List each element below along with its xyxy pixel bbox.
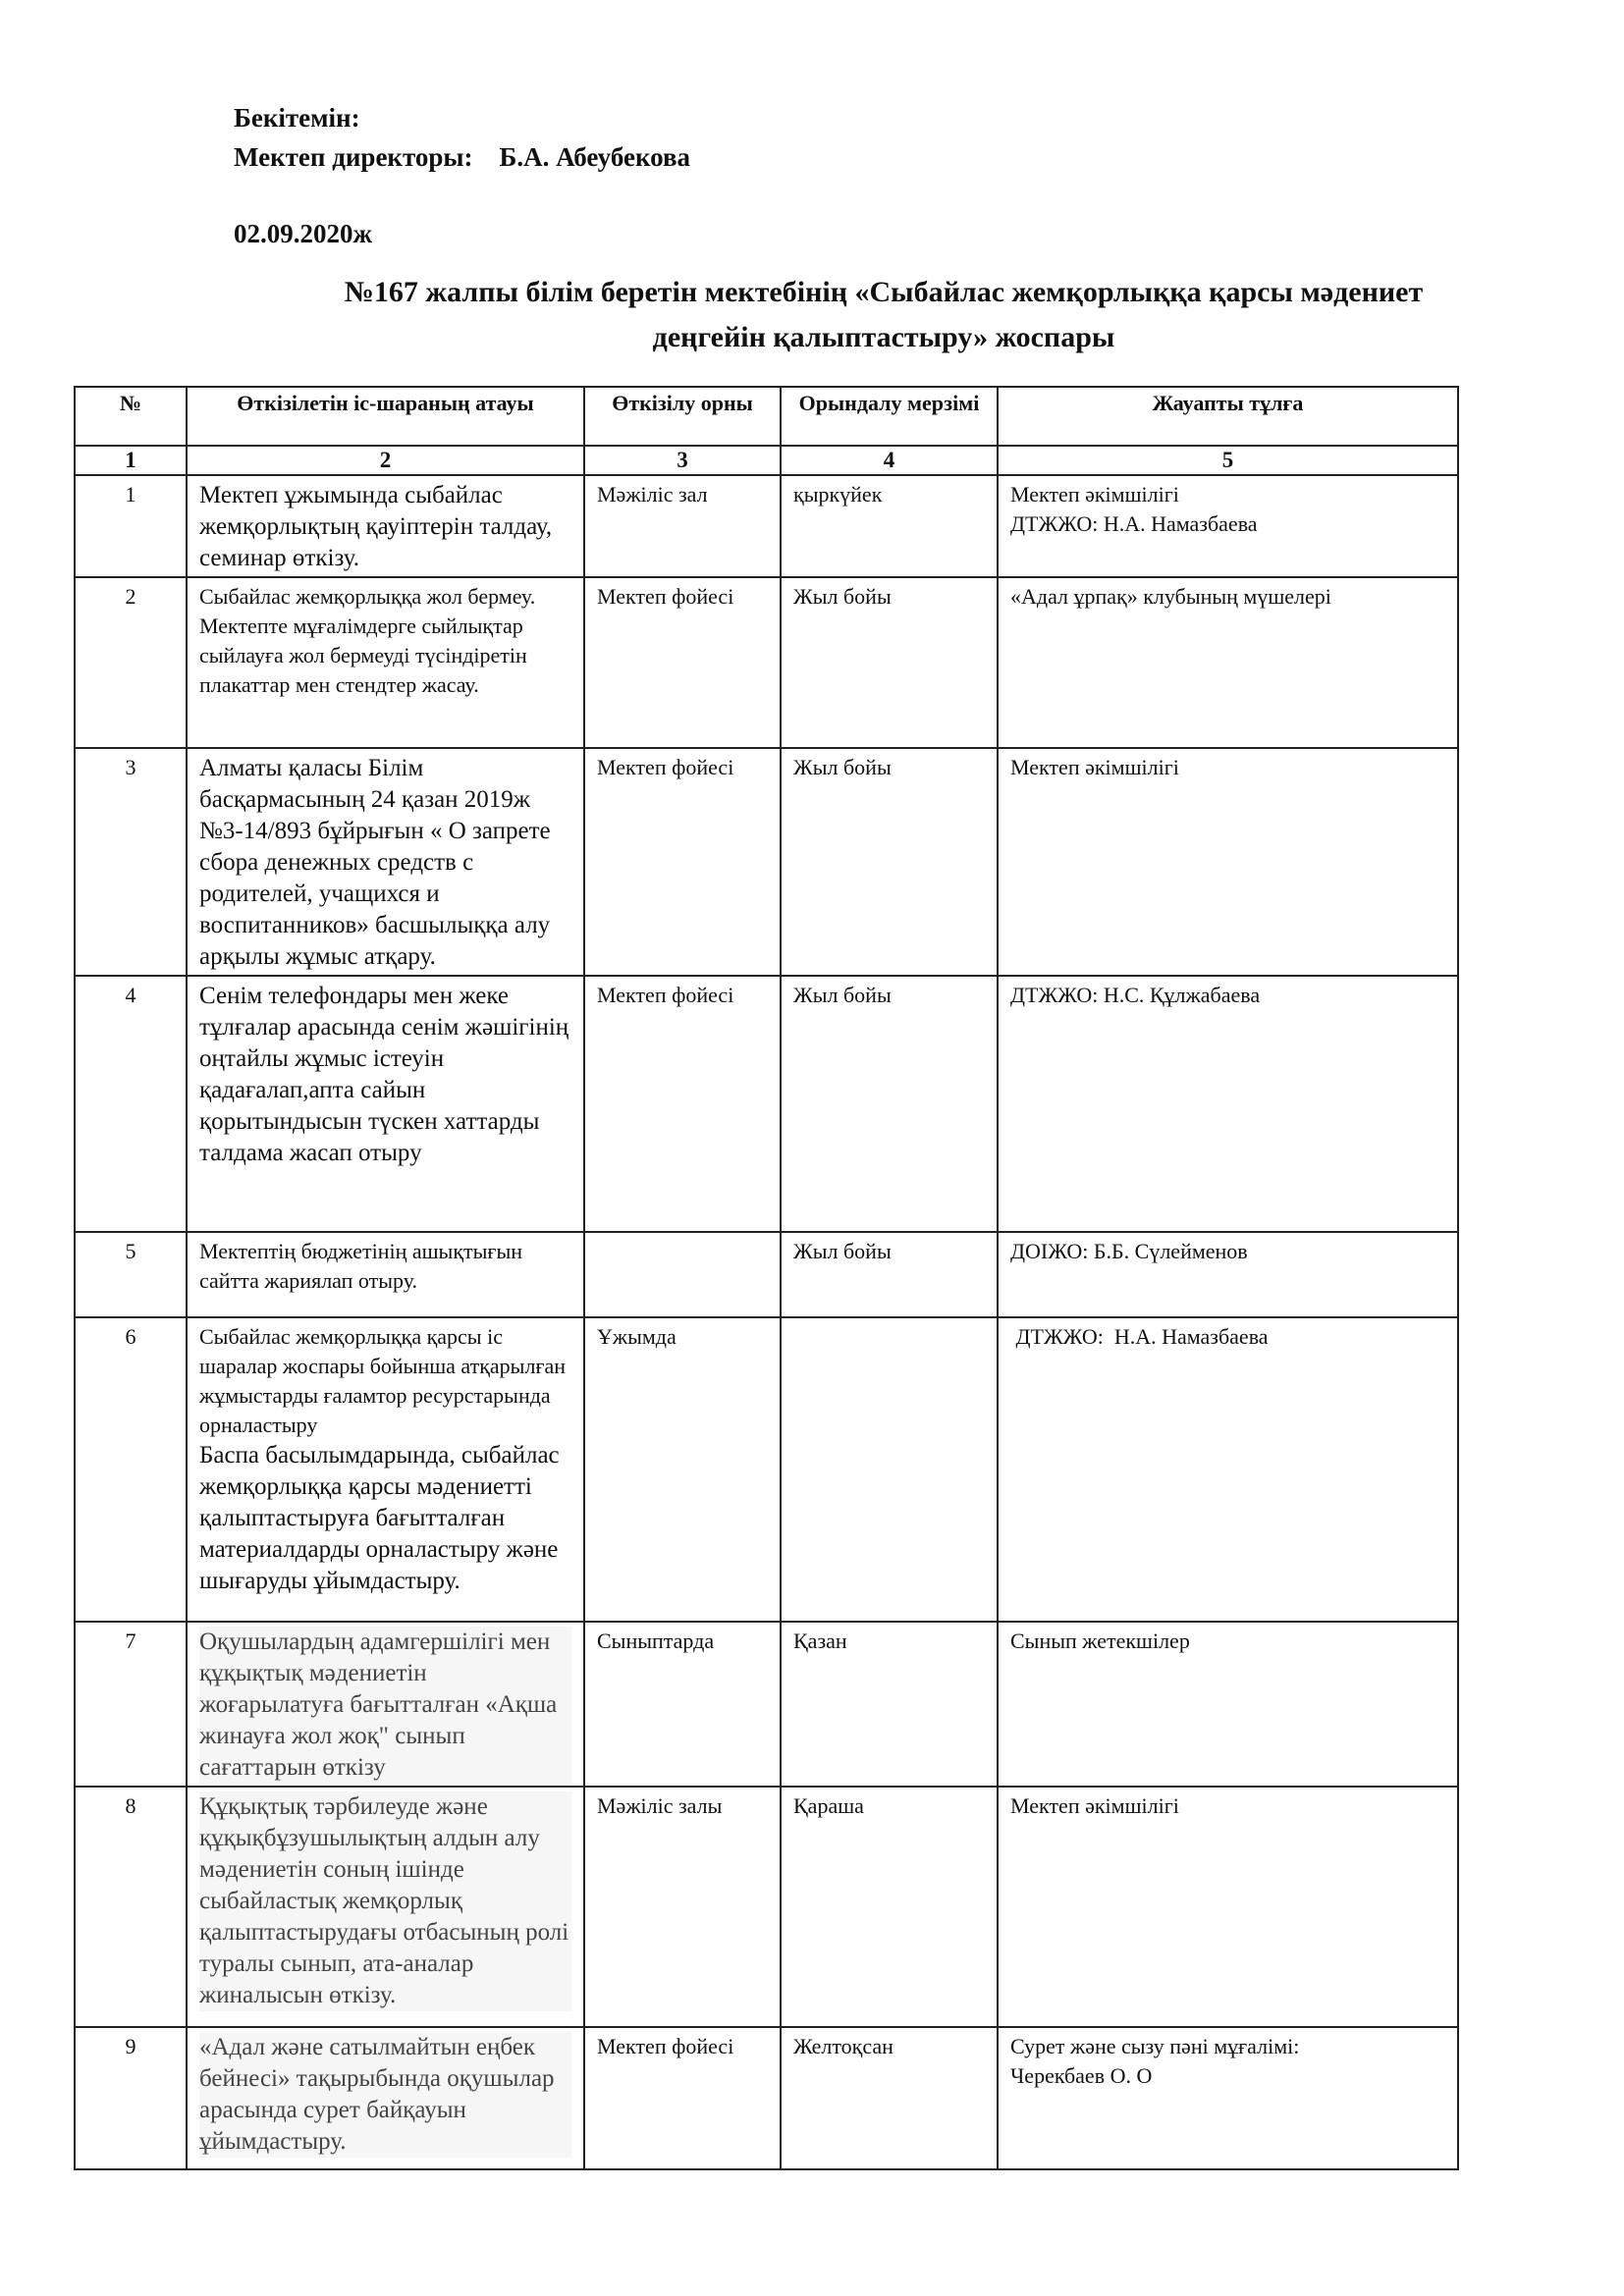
approval-date: 02.09.2020ж bbox=[234, 219, 373, 248]
deadline-cell bbox=[781, 1317, 998, 1622]
activity-cell: Мектеп ұжымында сыбайлас жемқорлықтың қауіптерін талдау, семинар өткізу. bbox=[187, 475, 584, 577]
place-cell: Мектеп фойесі bbox=[584, 577, 781, 748]
column-number-row bbox=[75, 446, 1458, 475]
activity-cell: Мектептің бюджетінің ашықтығын сайтта жариялап отыру. bbox=[187, 1232, 584, 1317]
title-line-2: деңгейін қалыптастыру» жоспары bbox=[652, 321, 1115, 353]
table-row bbox=[75, 475, 1458, 577]
place-cell: Сыныптарда bbox=[584, 1622, 781, 1787]
responsible-cell bbox=[998, 2027, 1458, 2169]
deadline-cell: Жыл бойы bbox=[781, 748, 998, 976]
table-row bbox=[75, 577, 1458, 748]
activity-text: Сыбайлас жемқорлыққа қарсы іс шаралар жоспары бойынша атқарылған жұмыстарды ғаламтор ресурстарында орналастыру bbox=[199, 1324, 567, 1437]
activity-text: Оқушылардың адамгершілігі мен құқықтық мәдениетін жоғарылатуға бағытталған «Ақша жинауға жол жоқ" сынып сағаттарын өткізу bbox=[199, 1627, 571, 1784]
row-number: 7 bbox=[75, 1622, 187, 1787]
responsible-line: Мектеп әкімшілігі bbox=[1010, 1793, 1179, 1818]
table-row bbox=[75, 748, 1458, 976]
responsible-line: ДОІЖО: Б.Б. Сүлейменов bbox=[1010, 1239, 1248, 1263]
responsible-cell bbox=[998, 1232, 1458, 1317]
responsible-cell bbox=[998, 577, 1458, 748]
header-no: № bbox=[75, 387, 187, 446]
document-title bbox=[196, 270, 1571, 360]
responsible-line: Мектеп әкімшілігі bbox=[1010, 482, 1179, 507]
activity-cell: Алматы қаласы Білім басқармасының 24 қазан 2019ж №3-14/893 бұйрығын « О запрете сбора денежных средств с родителей, учащихся и воспитанников» басшылыққа алу арқылы жұмыс атқару. bbox=[187, 748, 584, 976]
row-number: 8 bbox=[75, 1787, 187, 2027]
table-row bbox=[75, 976, 1458, 1232]
header-row bbox=[75, 387, 1458, 446]
responsible-cell bbox=[998, 1622, 1458, 1787]
column-number: 5 bbox=[998, 446, 1458, 475]
table-row bbox=[75, 2027, 1458, 2169]
responsible-cell bbox=[998, 976, 1458, 1232]
responsible-line: ДТЖЖО: Н.С. Құлжабаева bbox=[1010, 983, 1261, 1007]
table-row bbox=[75, 1622, 1458, 1787]
deadline-cell: Қараша bbox=[781, 1787, 998, 2027]
place-cell: Мәжіліс зал bbox=[584, 475, 781, 577]
deadline-cell: Желтоқсан bbox=[781, 2027, 998, 2169]
row-number: 2 bbox=[75, 577, 187, 748]
place-cell: Мәжіліс залы bbox=[584, 1787, 781, 2027]
activity-cell bbox=[187, 1622, 584, 1787]
row-number: 3 bbox=[75, 748, 187, 976]
responsible-cell bbox=[998, 1317, 1458, 1622]
header-responsible: Жауапты тұлға bbox=[998, 387, 1458, 446]
activity-cell bbox=[187, 1317, 584, 1622]
deadline-cell: Қазан bbox=[781, 1622, 998, 1787]
row-number: 1 bbox=[75, 475, 187, 577]
activity-text: «Адал және сатылмайтын еңбек бейнесі» тақырыбында оқушылар арасында сурет байқауын ұйымдастыру. bbox=[199, 2032, 571, 2158]
table-row bbox=[75, 1787, 1458, 2027]
column-number: 2 bbox=[187, 446, 584, 475]
approval-block bbox=[234, 98, 690, 253]
header-activity: Өткізілетін іс-шараның атауы bbox=[187, 387, 584, 446]
place-cell bbox=[584, 1232, 781, 1317]
header-deadline: Орындалу мерзімі bbox=[781, 387, 998, 446]
place-cell: Мектеп фойесі bbox=[584, 2027, 781, 2169]
responsible-line: Сурет және сызу пәні мұғалімі: bbox=[1010, 2034, 1300, 2058]
deadline-cell: Жыл бойы bbox=[781, 976, 998, 1232]
table-row bbox=[75, 1232, 1458, 1317]
place-cell: Мектеп фойесі bbox=[584, 748, 781, 976]
responsible-line: ДТЖЖО: Н.А. Намазбаева bbox=[1010, 511, 1258, 536]
responsible-line: ДТЖЖО: Н.А. Намазбаева bbox=[1010, 1324, 1269, 1349]
activity-cell: Сыбайлас жемқорлыққа жол бермеу. Мектепте мұғалімдерге сыйлықтар сыйлауға жол бермеуді түсіндіретін плакаттар мен стендтер жасау. bbox=[187, 577, 584, 748]
row-number: 5 bbox=[75, 1232, 187, 1317]
table-row bbox=[75, 1317, 1458, 1622]
deadline-cell: Жыл бойы bbox=[781, 1232, 998, 1317]
activity-text: Құқықтық тәрбилеуде және құқықбұзушылықтың алдын алу мәдениетін соның ішінде сыбайластық жемқорлық қалыптастырудағы отбасының ролі туралы сынып, ата-аналар жиналысын өткізу. bbox=[199, 1791, 571, 2011]
title-line-1: №167 жалпы білім беретін мектебінің «Сыбайлас жемқорлыққа қарсы мәдениет bbox=[344, 276, 1424, 308]
column-number: 3 bbox=[584, 446, 781, 475]
responsible-line: Сынып жетекшілер bbox=[1010, 1629, 1190, 1653]
activity-cell bbox=[187, 2027, 584, 2169]
responsible-cell bbox=[998, 748, 1458, 976]
director-line: Мектеп директоры: Б.А. Абеубекова bbox=[234, 142, 691, 172]
place-cell: Ұжымда bbox=[584, 1317, 781, 1622]
place-cell: Мектеп фойесі bbox=[584, 976, 781, 1232]
activity-cell: Сенім телефондары мен жеке тұлғалар арасында сенім жәшігінің оңтайлы жұмыс істеуін қадағалап,апта сайын қорытындысын түскен хаттарды талдама жасап отыру bbox=[187, 976, 584, 1232]
responsible-cell bbox=[998, 1787, 1458, 2027]
activity-extra-text: Баспа басылымдарында, сыбайлас жемқорлыққа қарсы мәдениетті қалыптастыруға бағытталған материалдарды орналастыру және шығаруды ұйымдастыру. bbox=[199, 1442, 560, 1594]
deadline-cell: Жыл бойы bbox=[781, 577, 998, 748]
row-number: 4 bbox=[75, 976, 187, 1232]
responsible-cell bbox=[998, 475, 1458, 577]
approval-label: Бекітемін: bbox=[234, 103, 360, 133]
activity-cell bbox=[187, 1787, 584, 2027]
responsible-line: «Адал ұрпақ» клубының мүшелері bbox=[1010, 584, 1331, 609]
column-number: 1 bbox=[75, 446, 187, 475]
row-number: 9 bbox=[75, 2027, 187, 2169]
deadline-cell: қыркүйек bbox=[781, 475, 998, 577]
row-number: 6 bbox=[75, 1317, 187, 1622]
responsible-line: Мектеп әкімшілігі bbox=[1010, 755, 1179, 779]
plan-table bbox=[74, 386, 1459, 2170]
column-number: 4 bbox=[781, 446, 998, 475]
responsible-line: Черекбаев О. О bbox=[1010, 2063, 1153, 2088]
header-place: Өткізілу орны bbox=[584, 387, 781, 446]
